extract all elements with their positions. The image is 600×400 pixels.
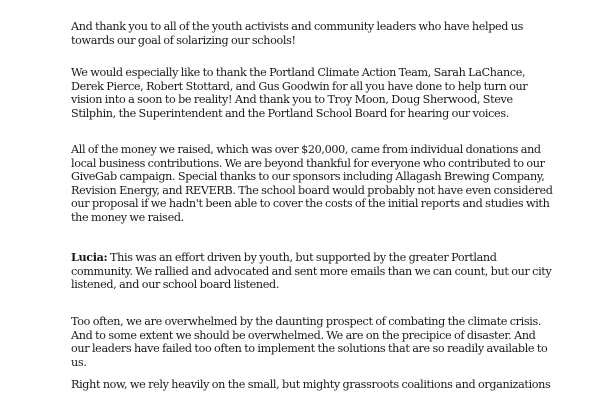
text-line: And to some extent we should be overwhelmed. We are on the precipice of disaster. And <box>71 328 536 342</box>
speaker-label: Lucia: <box>71 250 108 264</box>
paragraph-grassroots <box>71 378 591 392</box>
text-line: our proposal if we hadn't been able to cover the costs of the initial reports and studies with <box>71 197 550 211</box>
text-line: local business contributions. We are beyond thankful for everyone who contributed to our <box>71 156 545 170</box>
paragraph-climate-crisis <box>71 315 591 369</box>
text-line: us. <box>71 355 87 369</box>
text-line: GiveGab campaign. Special thanks to our sponsors including Allagash Brewing Company, <box>71 170 545 184</box>
paragraph-lucia <box>71 251 591 292</box>
text-line: Derek Pierce, Robert Stottard, and Gus Goodwin for all you have done to help turn our <box>71 79 528 93</box>
text-line: And thank you to all of the youth activists and community leaders who have helped us <box>71 20 524 33</box>
text-line: Too often, we are overwhelmed by the daunting prospect of combating the climate crisis. <box>71 315 542 328</box>
paragraph-fundraising <box>71 143 591 225</box>
text-line: listened, and our school board listened. <box>71 278 280 292</box>
text-line: vision into a soon to be reality! And thank you to Troy Moon, Doug Sherwood, Steve <box>71 93 513 107</box>
text-line <box>71 251 591 265</box>
text-line: All of the money we raised, which was over $20,000, came from individual donations and <box>71 143 541 156</box>
text-fragment: This was an effort driven by youth, but supported by the greater Portland <box>107 251 497 264</box>
text-line: our leaders have failed too often to implement the solutions that are so readily available to <box>71 342 548 356</box>
text-line: the money we raised. <box>71 210 184 224</box>
text-line: We would especially like to thank the Portland Climate Action Team, Sarah LaChance, <box>71 66 526 79</box>
text-line: Stilphin, the Superintendent and the Portland School Board for hearing our voices. <box>71 106 509 120</box>
paragraph-thanks-individuals <box>71 66 591 120</box>
text-line: Right now, we rely heavily on the small, but mighty grassroots coalitions and organizations <box>71 378 551 391</box>
paragraph-thanks-youth <box>71 20 591 47</box>
text-line: towards our goal of solarizing our schools! <box>71 33 296 47</box>
text-line: community. We rallied and advocated and sent more emails than we can count, but our city <box>71 264 552 278</box>
text-line: Revision Energy, and REVERB. The school board would probably not have even considered <box>71 183 553 197</box>
